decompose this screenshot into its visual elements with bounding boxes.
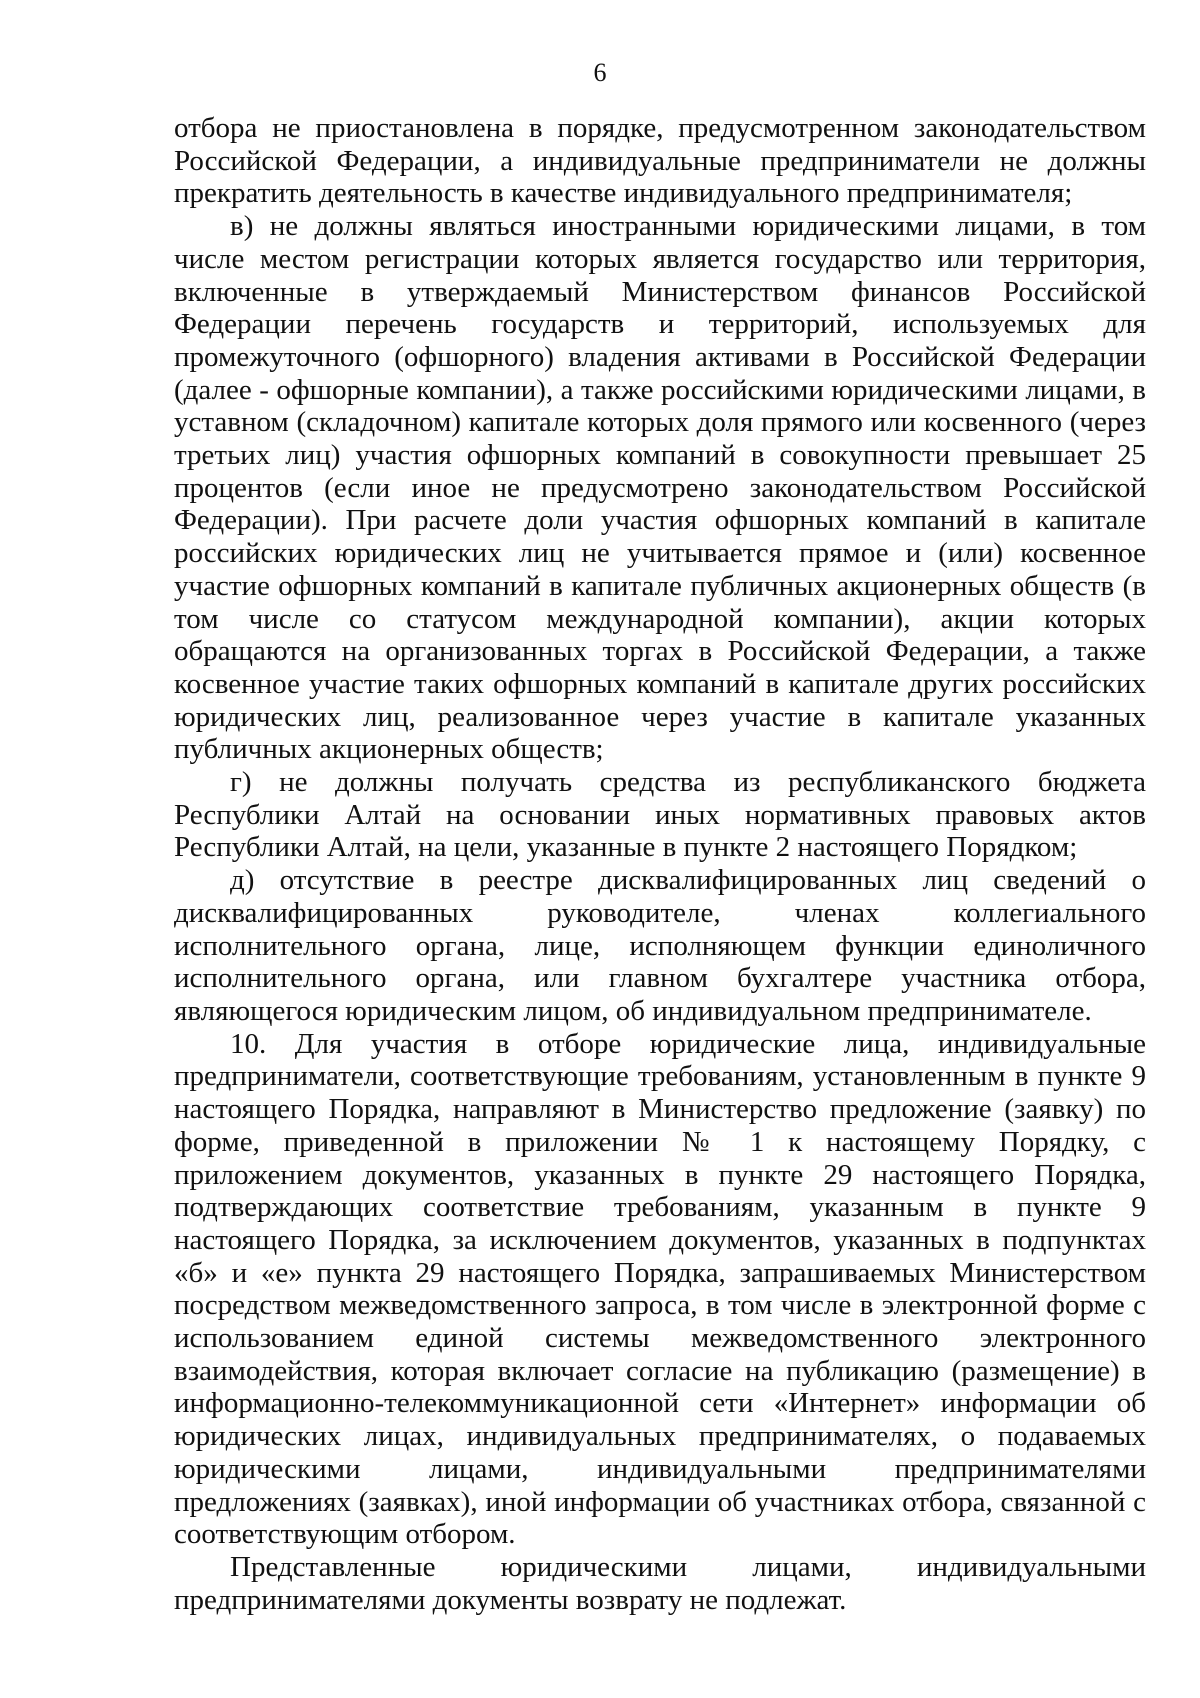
paragraph-item-v: в) не должны являться иностранными юридическими лицами, в том числе местом регистрации которых является государство или территория, включенные в утверждаемый Министерством финансов Российской Федерации перечень государств и территорий, используемых для промежуточного (офшорного) владения активами в Российской Федерации (далее - офшорные компании), а также российскими юридическими лицами, в уставном (складочном) капитале которых доля прямого или косвенного (через третьих лиц) участия офшорных компаний в совокупности превышает 25 процентов (если иное не предусмотрено законодательством Российской Федерации). При расчете доли участия офшорных компаний в капитале российских юридических лиц не учитывается прямое и (или) косвенное участие офшорных компаний в капитале публичных акционерных обществ (в том числе со статусом международной компании), акции которых обращаются на организованных торгах в Российской Федерации, а также косвенное участие таких офшорных компаний в капитале других российских юридических лиц, реализованное через участие в капитале указанных публичных акционерных обществ; bbox=[174, 210, 1146, 766]
paragraph-item-d: д) отсутствие в реестре дисквалифицированных лиц сведений о дисквалифицированных руководителе, членах коллегиального исполнительного органа, лице, исполняющем функции единоличного исполнительного органа, или главном бухгалтере участника отбора, являющегося юридическим лицом, об индивидуальном предпринимателе. bbox=[174, 864, 1146, 1027]
document-body bbox=[174, 112, 1146, 1616]
paragraph-continuation: отбора не приостановлена в порядке, предусмотренном законодательством Российской Федерации, а индивидуальные предприниматели не должны прекратить деятельность в качестве индивидуального предпринимателя; bbox=[174, 112, 1146, 210]
paragraph-point-10: 10. Для участия в отборе юридические лица, индивидуальные предприниматели, соответствующие требованиям, установленным в пункте 9 настоящего Порядка, направляют в Министерство предложение (заявку) по форме, приведенной в приложении № 1 к настоящему Порядку, с приложением документов, указанных в пункте 29 настоящего Порядка, подтверждающих соответствие требованиям, указанным в пункте 9 настоящего Порядка, за исключением документов, указанных в подпунктах «б» и «е» пункта 29 настоящего Порядка, запрашиваемых Министерством посредством межведомственного запроса, в том числе в электронной форме с использованием единой системы межведомственного электронного взаимодействия, которая включает согласие на публикацию (размещение) в информационно-телекоммуникационной сети «Интернет» информации об юридических лицах, индивидуальных предпринимателях, о подаваемых юридическими лицами, индивидуальными предпринимателями предложениях (заявках), иной информации об участниках отбора, связанной с соответствующим отбором. bbox=[174, 1027, 1146, 1551]
paragraph-documents-not-returned: Представленные юридическими лицами, индивидуальными предпринимателями документы возврату не подлежат. bbox=[174, 1550, 1146, 1616]
paragraph-item-g: г) не должны получать средства из республиканского бюджета Республики Алтай на основании иных нормативных правовых актов Республики Алтай, на цели, указанные в пункте 2 настоящего Порядком; bbox=[174, 766, 1146, 864]
page-number: 6 bbox=[593, 58, 607, 87]
